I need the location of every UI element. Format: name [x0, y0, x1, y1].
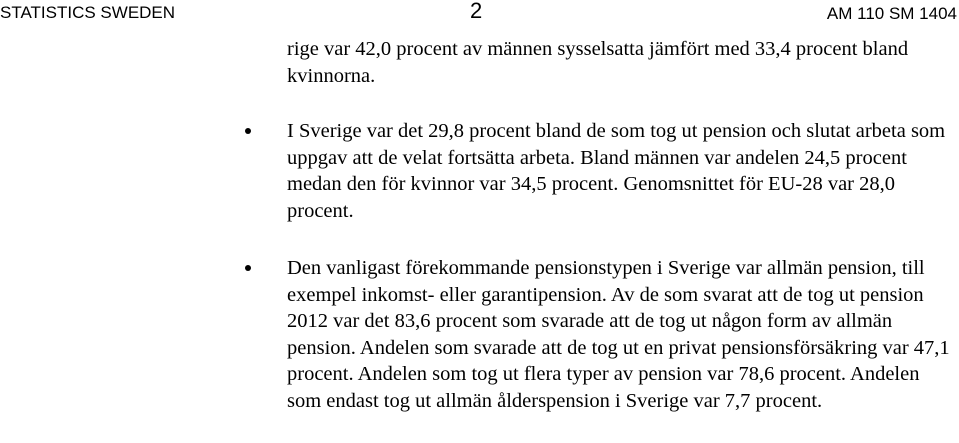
page-header	[0, 0, 959, 30]
bullet-text: Den vanligast förekommande pensionstypen i Sverige var allmän pension, till exempel inkomst- eller garantipension. Av de som svarat att de tog ut pension 2012 var det 83,6 procent som svarade att de tog ut någon form av allmän pension. Andelen som svarade att de tog ut en privat pensionsförsäkring var 47,1 procent. Andelen som tog ut flera typer av pension var 78,6 procent. Andelen som endast tog ut allmän ålderspension i Sverige var 7,7 procent.	[287, 257, 950, 412]
page-number: 2	[470, 0, 483, 23]
continuation-paragraph: rige var 42,0 procent av männen sysselsatta jämfört med 33,4 procent bland kvinnorna.	[287, 38, 909, 87]
bullet-item	[287, 118, 952, 224]
publisher-name: STATISTICS SWEDEN	[0, 3, 176, 22]
bullet-icon	[245, 265, 251, 271]
bullet-text: I Sverige var det 29,8 procent bland de som tog ut pension och slutat arbeta som uppgav att de velat fortsätta arbeta. Bland männen var andelen 24,5 procent medan den för kvinnor var 34,5 procent. Genomsnittet för EU-28 var 28,0 procent.	[287, 120, 946, 222]
report-code: AM 110 SM 1404	[826, 4, 957, 23]
bullet-icon	[245, 128, 251, 134]
bullet-item	[287, 255, 952, 414]
